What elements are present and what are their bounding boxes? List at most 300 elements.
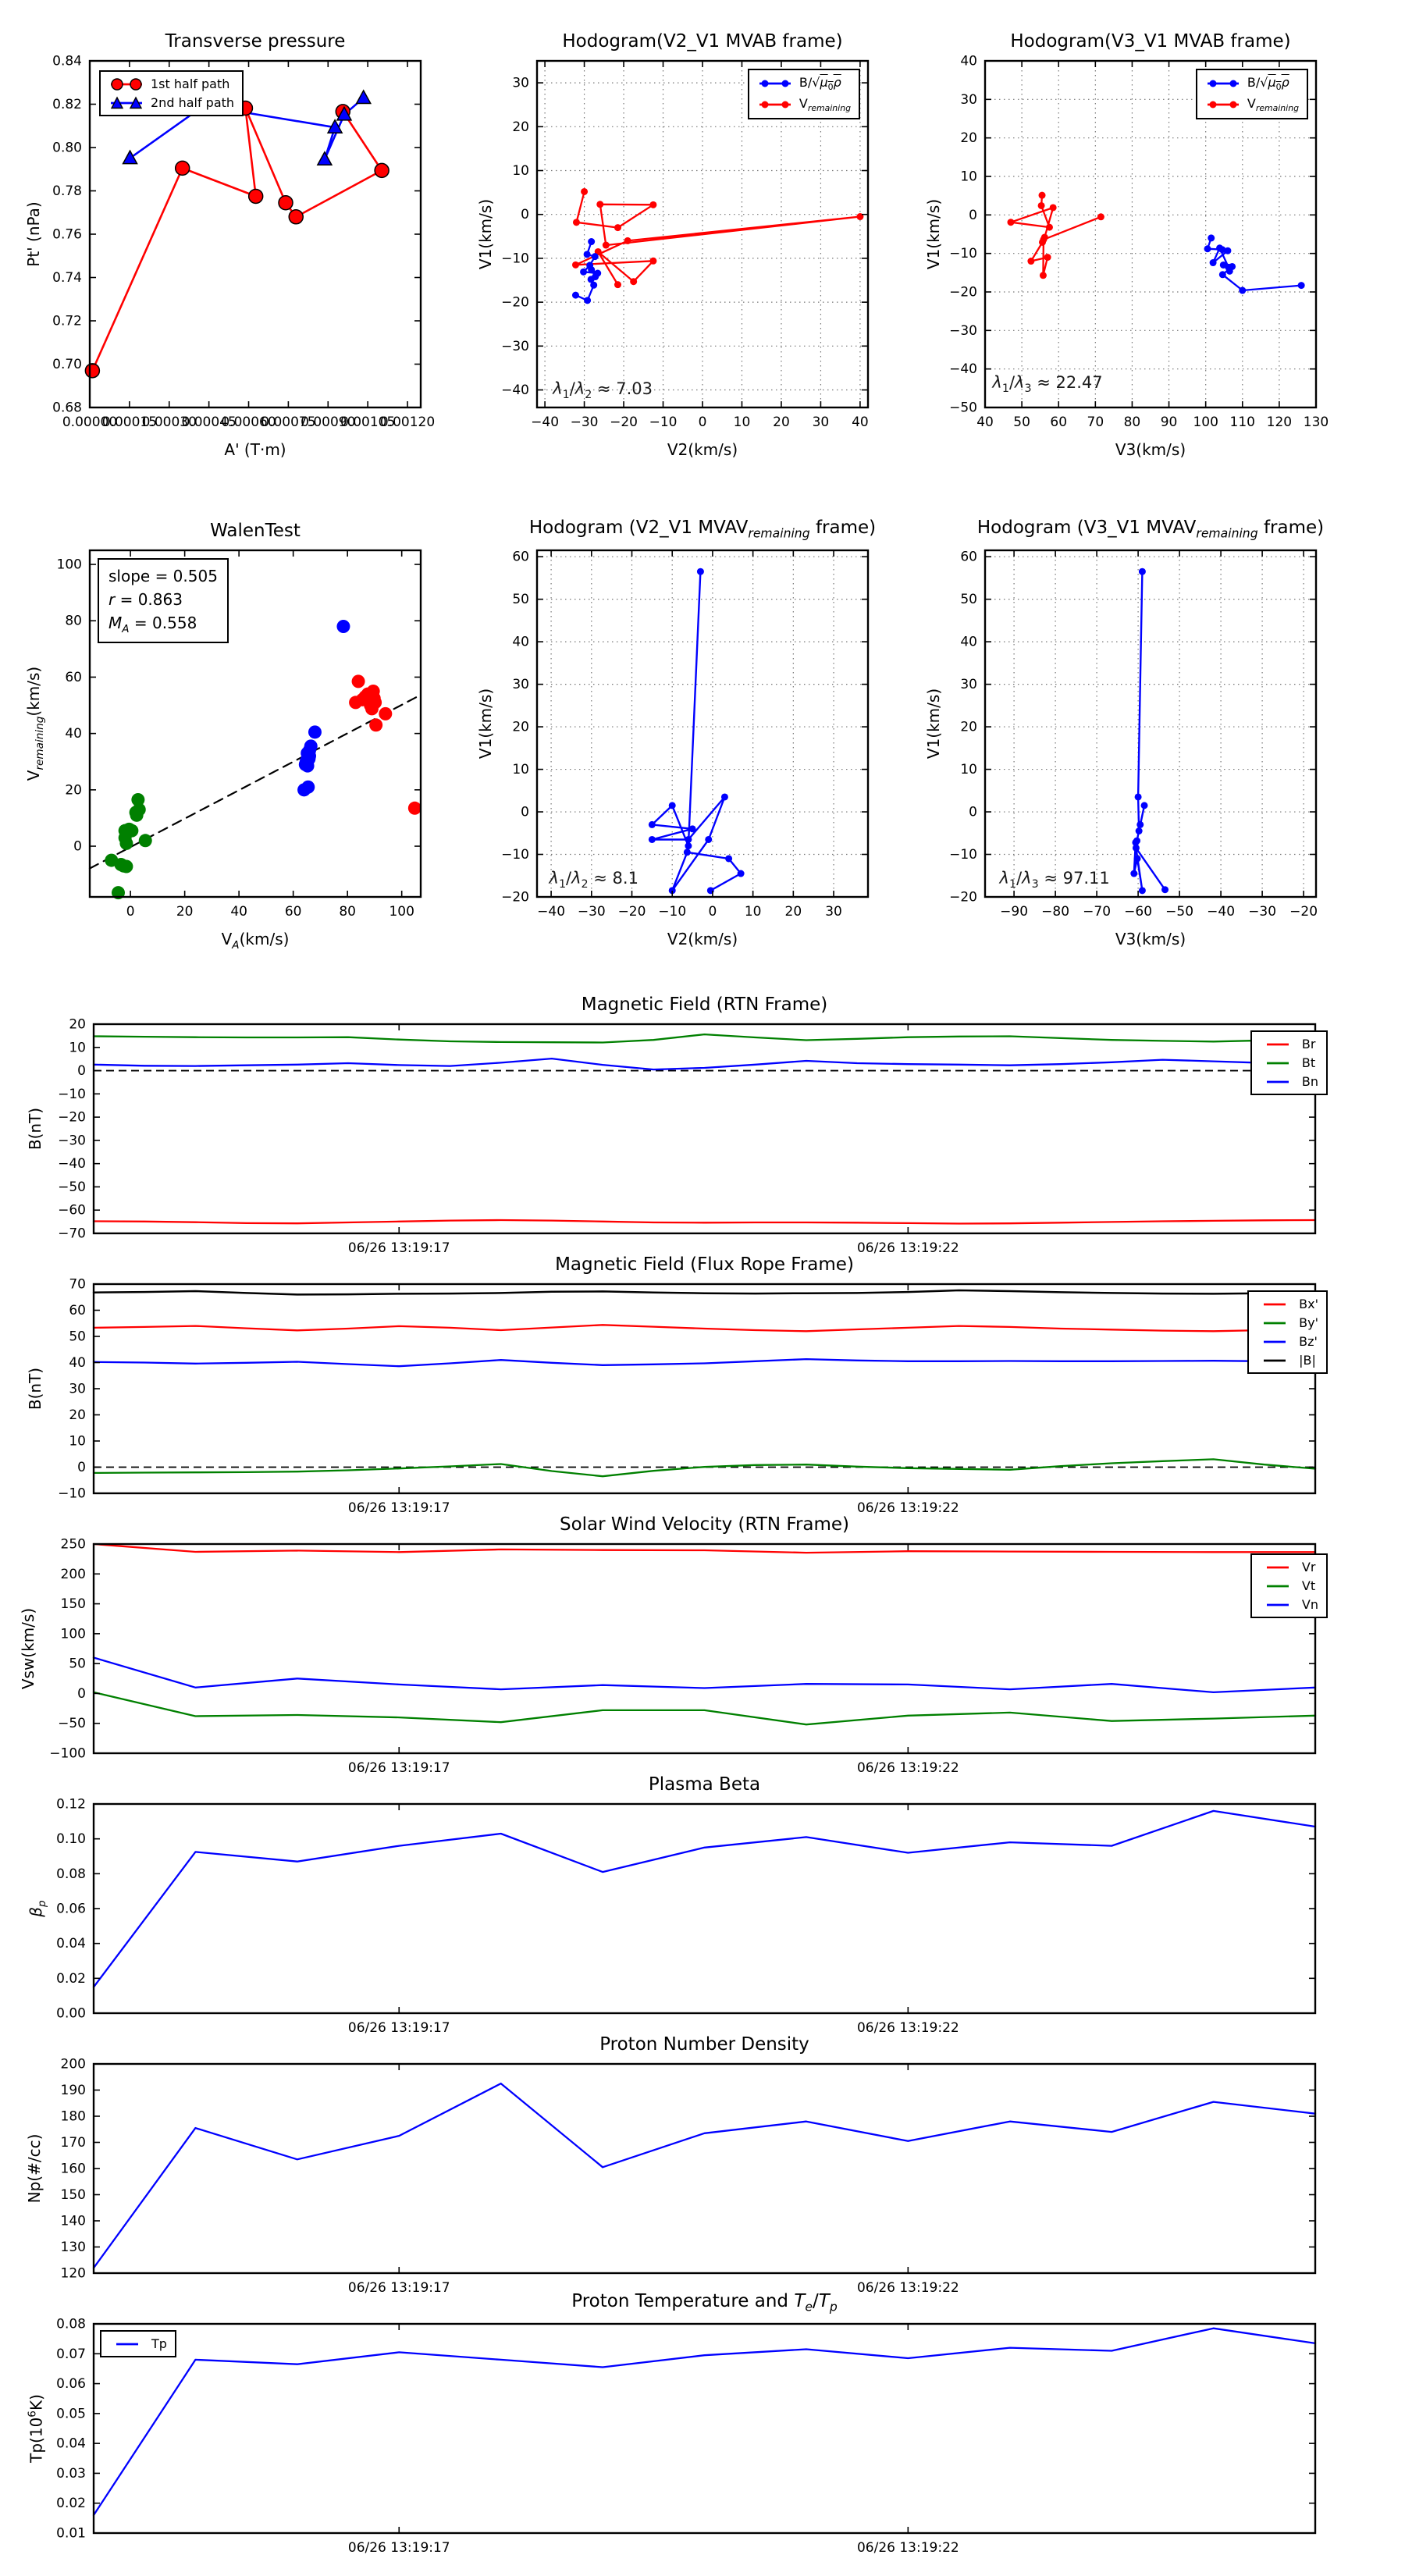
svg-text:−20: −20 xyxy=(501,294,529,311)
svg-text:−50: −50 xyxy=(949,400,977,416)
legend-label: $V_{remaining}$ xyxy=(799,96,851,114)
svg-text:10: 10 xyxy=(733,415,751,430)
svg-text:160: 160 xyxy=(60,2161,86,2177)
svg-text:0.08: 0.08 xyxy=(56,1866,86,1882)
legend-label: Vr xyxy=(1301,1560,1316,1574)
panel-plasma-beta xyxy=(27,1774,1315,2036)
legend xyxy=(748,69,860,119)
svg-text:0.07: 0.07 xyxy=(56,2346,86,2362)
legend-label: Vt xyxy=(1301,1578,1316,1593)
svg-text:70: 70 xyxy=(69,1276,86,1293)
legend-label: Tp xyxy=(151,2336,167,2351)
svg-text:06/26 13:19:17: 06/26 13:19:17 xyxy=(347,2280,450,2296)
svg-text:−10: −10 xyxy=(658,904,687,920)
panel-magnetic-field-flux-rope xyxy=(26,1254,1318,1516)
svg-text:130: 130 xyxy=(1303,415,1329,430)
chart-title: Hodogram(V3_V1 MVAB frame) xyxy=(1010,31,1291,52)
svg-text:30: 30 xyxy=(812,415,830,430)
svg-text:−10: −10 xyxy=(501,847,529,863)
svg-text:−20: −20 xyxy=(617,904,646,920)
svg-text:−30: −30 xyxy=(570,415,599,430)
legend-sample xyxy=(1260,1037,1296,1051)
svg-text:110: 110 xyxy=(1229,415,1256,430)
panel-walen-test xyxy=(24,521,421,952)
legend-label: Bx' xyxy=(1299,1297,1318,1311)
markers-1st-half-path xyxy=(85,101,389,377)
svg-text:06/26 13:19:17: 06/26 13:19:17 xyxy=(347,1500,450,1516)
svg-text:0.06: 0.06 xyxy=(56,2376,86,2393)
svg-text:−40: −40 xyxy=(531,415,560,430)
panel-proton-temperature xyxy=(26,2291,1315,2556)
chart-canvas xyxy=(58,1276,1315,1516)
series-Bz-prime xyxy=(94,1359,1315,1366)
svg-text:0.84: 0.84 xyxy=(52,53,82,69)
axis-ticks xyxy=(94,1804,1315,2013)
svg-text:0: 0 xyxy=(77,1063,86,1080)
svg-text:−20: −20 xyxy=(501,889,529,906)
svg-text:−40: −40 xyxy=(537,904,566,920)
svg-text:20: 20 xyxy=(960,719,977,735)
svg-text:06/26 13:19:17: 06/26 13:19:17 xyxy=(347,2020,450,2036)
plot-area xyxy=(56,1796,1315,2036)
legend xyxy=(1250,1553,1328,1618)
svg-text:0.03: 0.03 xyxy=(56,2465,86,2482)
svg-text:−70: −70 xyxy=(1083,904,1112,920)
svg-text:06/26 13:19:22: 06/26 13:19:22 xyxy=(856,2280,959,2296)
legend-label: Br xyxy=(1301,1037,1316,1051)
svg-text:10: 10 xyxy=(960,762,977,778)
plot-area xyxy=(501,61,869,430)
legend-item xyxy=(1260,1055,1318,1070)
markers-V-path xyxy=(649,568,745,895)
svg-text:−30: −30 xyxy=(58,1133,86,1149)
legend-item xyxy=(108,95,234,110)
plot-area xyxy=(58,1276,1318,1516)
svg-text:60: 60 xyxy=(512,549,529,565)
panel-hodogram-v3v1-mvab xyxy=(924,31,1329,459)
svg-text:0.00000: 0.00000 xyxy=(62,415,118,430)
svg-text:−10: −10 xyxy=(501,251,529,267)
svg-text:0: 0 xyxy=(521,804,529,820)
chart-title: Hodogram(V2_V1 MVAB frame) xyxy=(562,31,843,52)
y-axis-label: Vsw(km/s) xyxy=(19,1607,37,1690)
svg-text:30: 30 xyxy=(960,677,977,693)
legend-label: |B| xyxy=(1299,1353,1316,1368)
series-V-remaining xyxy=(576,192,860,285)
svg-text:0.00015: 0.00015 xyxy=(101,415,158,430)
svg-text:0.04: 0.04 xyxy=(56,1936,86,1952)
svg-text:90: 90 xyxy=(1160,415,1178,430)
svg-text:0.00045: 0.00045 xyxy=(181,415,237,430)
x-axis-label: V2(km/s) xyxy=(667,440,738,459)
legend-sample xyxy=(757,98,793,112)
legend-label: Vn xyxy=(1301,1597,1318,1612)
x-axis-label: A' (T·m) xyxy=(224,440,286,459)
svg-text:0.08: 0.08 xyxy=(56,2316,86,2332)
legend-item xyxy=(757,75,851,92)
svg-text:0.74: 0.74 xyxy=(52,270,82,286)
markers-cluster-red xyxy=(349,674,422,814)
svg-text:10: 10 xyxy=(960,169,977,185)
svg-text:0: 0 xyxy=(77,1685,86,1702)
legend-sample xyxy=(1257,1297,1293,1311)
y-axis-label: V1(km/s) xyxy=(924,688,943,760)
svg-text:150: 150 xyxy=(60,2187,86,2203)
svg-text:0.82: 0.82 xyxy=(52,97,82,112)
svg-text:06/26 13:19:22: 06/26 13:19:22 xyxy=(856,1240,959,1256)
chart-title: Magnetic Field (RTN Frame) xyxy=(581,994,828,1015)
svg-text:80: 80 xyxy=(339,904,356,920)
legend-label: 2nd half path xyxy=(151,95,235,110)
svg-text:190: 190 xyxy=(60,2083,86,2098)
svg-text:06/26 13:19:22: 06/26 13:19:22 xyxy=(856,1760,959,1776)
svg-text:0.00120: 0.00120 xyxy=(379,415,436,430)
series-B-magnitude xyxy=(94,1290,1315,1294)
legend-label: By' xyxy=(1299,1315,1318,1330)
legend-sample xyxy=(1260,1075,1296,1089)
svg-text:06/26 13:19:17: 06/26 13:19:17 xyxy=(347,1240,450,1256)
legend-sample xyxy=(1260,1598,1296,1612)
svg-text:0.00105: 0.00105 xyxy=(340,415,396,430)
series-Bt xyxy=(94,1034,1315,1042)
svg-text:30: 30 xyxy=(825,904,842,920)
svg-text:−50: −50 xyxy=(58,1179,86,1195)
chart-title: Hodogram (V3_V1 $MVAV_{remaining}$ frame) xyxy=(976,518,1325,541)
svg-text:0.06: 0.06 xyxy=(56,1901,86,1917)
chart-title: Proton Number Density xyxy=(599,2034,809,2055)
svg-text:20: 20 xyxy=(512,119,529,135)
svg-text:250: 250 xyxy=(60,1536,86,1553)
chart-canvas xyxy=(501,549,868,920)
svg-text:−30: −30 xyxy=(501,338,529,354)
legend-item xyxy=(1257,1315,1318,1330)
svg-text:100: 100 xyxy=(1193,415,1218,430)
legend-sample xyxy=(108,77,144,91)
series-Bx-prime xyxy=(94,1325,1315,1331)
svg-text:40: 40 xyxy=(65,726,82,742)
svg-text:−70: −70 xyxy=(58,1226,86,1242)
svg-text:10: 10 xyxy=(512,163,529,180)
svg-text:120: 120 xyxy=(1266,415,1293,430)
chart-canvas xyxy=(49,1536,1315,1776)
svg-text:40: 40 xyxy=(852,415,869,430)
series-Vn xyxy=(94,1658,1315,1692)
svg-text:0: 0 xyxy=(969,804,977,820)
legend-label: $B/√\mu_0\overline{\rho}$ xyxy=(1247,75,1289,93)
svg-text:−30: −30 xyxy=(949,322,977,339)
legend-item xyxy=(1205,96,1299,113)
legend-item xyxy=(1260,1578,1318,1593)
series-Bn xyxy=(94,1059,1315,1069)
svg-text:06/26 13:19:22: 06/26 13:19:22 xyxy=(856,1500,959,1516)
tick-labels xyxy=(501,550,842,920)
axes-frame xyxy=(94,1024,1315,1233)
svg-text:−40: −40 xyxy=(58,1156,86,1172)
svg-text:200: 200 xyxy=(60,1566,86,1582)
svg-text:−10: −10 xyxy=(58,1485,86,1502)
legend xyxy=(1196,69,1308,119)
svg-text:100: 100 xyxy=(60,1626,86,1642)
chart-canvas xyxy=(56,1796,1315,2036)
legend xyxy=(100,2330,176,2357)
svg-text:−90: −90 xyxy=(1000,904,1029,920)
x-axis-label: V3(km/s) xyxy=(1115,440,1186,459)
axis-ticks xyxy=(985,550,1316,897)
svg-text:−40: −40 xyxy=(1207,904,1236,920)
legend-item xyxy=(1257,1334,1318,1349)
svg-text:30: 30 xyxy=(512,75,529,91)
markers-V-remaining xyxy=(572,188,863,288)
legend-label: Bn xyxy=(1301,1074,1318,1089)
svg-text:−20: −20 xyxy=(610,415,638,430)
markers-cluster-blue xyxy=(297,620,350,796)
svg-text:0.05: 0.05 xyxy=(56,2406,86,2422)
legend-sample xyxy=(108,96,144,110)
svg-text:10: 10 xyxy=(69,1433,86,1450)
series-V-path xyxy=(652,571,741,891)
svg-text:0.00030: 0.00030 xyxy=(141,415,197,430)
svg-text:20: 20 xyxy=(69,1407,86,1423)
svg-text:0.78: 0.78 xyxy=(52,183,82,199)
svg-text:0.72: 0.72 xyxy=(52,313,82,329)
stats-line: r = 0.863 xyxy=(108,590,183,609)
svg-text:−50: −50 xyxy=(58,1716,86,1732)
legend-item xyxy=(108,76,234,91)
markers-B-alfven xyxy=(572,238,601,304)
axis-ticks xyxy=(537,550,868,897)
plot-area xyxy=(949,53,1329,430)
legend-sample xyxy=(1260,1579,1296,1593)
svg-text:−30: −30 xyxy=(577,904,606,920)
axes-frame xyxy=(94,1544,1315,1753)
svg-text:0.12: 0.12 xyxy=(56,1796,86,1813)
svg-text:−10: −10 xyxy=(949,246,977,262)
svg-text:20: 20 xyxy=(69,1016,86,1033)
svg-text:−10: −10 xyxy=(949,847,977,863)
lambda-annotation: $\lambda_1/\lambda_2 \approx 8.1$ xyxy=(549,869,638,891)
svg-text:20: 20 xyxy=(512,719,529,735)
series-beta-p xyxy=(94,1811,1315,1987)
chart-title: Plasma Beta xyxy=(648,1774,761,1795)
legend-sample xyxy=(1260,1056,1296,1070)
svg-text:06/26 13:19:22: 06/26 13:19:22 xyxy=(856,2540,959,2556)
legend xyxy=(1250,1030,1328,1095)
x-axis-label: V3(km/s) xyxy=(1115,930,1186,948)
legend-item xyxy=(1257,1297,1318,1311)
svg-text:30: 30 xyxy=(512,677,529,693)
svg-text:0: 0 xyxy=(969,207,977,223)
y-axis-label: V1(km/s) xyxy=(476,688,495,760)
markers-cluster-green xyxy=(105,793,151,899)
chart-title: Hodogram (V2_V1 $MVAV_{remaining}$ frame) xyxy=(528,518,877,541)
legend-sample xyxy=(1257,1316,1293,1330)
series-Vt xyxy=(94,1692,1315,1724)
svg-text:50: 50 xyxy=(69,1329,86,1345)
legend-item xyxy=(1205,75,1299,92)
svg-text:50: 50 xyxy=(69,1656,86,1672)
axis-ticks xyxy=(94,2064,1315,2273)
chart-canvas xyxy=(949,549,1318,920)
svg-text:10: 10 xyxy=(744,904,762,920)
svg-text:−10: −10 xyxy=(649,415,678,430)
svg-text:0.00090: 0.00090 xyxy=(301,415,356,430)
axis-ticks xyxy=(94,1024,1315,1233)
svg-text:06/26 13:19:22: 06/26 13:19:22 xyxy=(856,2020,959,2036)
y-axis-label: B(nT) xyxy=(26,1367,44,1411)
svg-text:−80: −80 xyxy=(1041,904,1070,920)
svg-text:−100: −100 xyxy=(49,1745,86,1762)
svg-text:100: 100 xyxy=(389,904,414,920)
series-Np xyxy=(94,2083,1315,2268)
y-axis-label: Pt' (nPa) xyxy=(24,201,43,267)
svg-text:0.00060: 0.00060 xyxy=(221,415,276,430)
svg-text:06/26 13:19:17: 06/26 13:19:17 xyxy=(347,2540,450,2556)
chart-canvas xyxy=(60,2056,1315,2296)
legend-item xyxy=(1260,1037,1318,1051)
legend-item xyxy=(757,96,851,113)
svg-text:40: 40 xyxy=(960,634,977,650)
svg-text:−20: −20 xyxy=(949,889,977,906)
svg-text:−40: −40 xyxy=(949,361,977,378)
svg-text:180: 180 xyxy=(60,2108,86,2125)
stats-line: slope = 0.505 xyxy=(108,567,218,585)
svg-text:40: 40 xyxy=(512,634,529,650)
legend-label: Bt xyxy=(1301,1055,1316,1070)
svg-text:30: 30 xyxy=(960,91,977,108)
tick-labels xyxy=(501,76,869,430)
svg-text:−60: −60 xyxy=(58,1202,86,1219)
legend xyxy=(99,70,244,116)
svg-text:140: 140 xyxy=(60,2213,86,2229)
y-axis-label: $Tp(10^6K)$ xyxy=(26,2394,46,2463)
series-Vr xyxy=(94,1544,1315,1553)
series-Tp xyxy=(94,2329,1315,2515)
panel-hodogram-v3v1-mvav xyxy=(924,518,1325,948)
markers-V-path xyxy=(1130,568,1168,895)
axis-ticks xyxy=(94,1544,1315,1753)
plot-area xyxy=(58,1016,1318,1256)
x-axis-label: $V_A(km/s)$ xyxy=(221,930,290,952)
series-1st-half-path xyxy=(92,109,382,371)
legend-item xyxy=(109,2336,167,2351)
chart-title: Magnetic Field (Flux Rope Frame) xyxy=(555,1254,854,1275)
svg-text:150: 150 xyxy=(60,1596,86,1613)
lambda-annotation: $\lambda_1/\lambda_2 \approx 7.03$ xyxy=(553,379,653,401)
svg-text:10: 10 xyxy=(69,1040,86,1056)
svg-text:60: 60 xyxy=(1050,415,1068,430)
svg-text:−30: −30 xyxy=(1248,904,1277,920)
svg-text:−20: −20 xyxy=(58,1109,86,1126)
stats-line: $M_A = 0.558$ xyxy=(108,614,197,635)
svg-text:0: 0 xyxy=(521,207,529,223)
tick-labels xyxy=(949,550,1318,920)
plot-area xyxy=(49,1536,1318,1776)
svg-text:80: 80 xyxy=(1123,415,1141,430)
lambda-annotation: $\lambda_1/\lambda_3 \approx 22.47$ xyxy=(992,373,1103,396)
svg-text:100: 100 xyxy=(56,557,82,573)
legend-sample xyxy=(757,76,793,91)
svg-text:70: 70 xyxy=(1087,415,1104,430)
panel-magnetic-field-rtn xyxy=(26,994,1318,1256)
svg-text:−60: −60 xyxy=(1124,904,1153,920)
svg-text:−20: −20 xyxy=(1289,904,1318,920)
plot-area xyxy=(60,2056,1315,2296)
legend-item xyxy=(1260,1597,1318,1612)
legend-item xyxy=(1260,1074,1318,1089)
x-axis-label: V2(km/s) xyxy=(667,930,738,948)
svg-text:20: 20 xyxy=(65,782,82,799)
tick-labels xyxy=(49,1537,959,1777)
axes-frame xyxy=(985,550,1316,897)
svg-text:30: 30 xyxy=(69,1381,86,1397)
svg-text:0.00075: 0.00075 xyxy=(261,415,316,430)
plot-area xyxy=(501,549,868,920)
svg-text:20: 20 xyxy=(176,904,194,920)
legend-sample xyxy=(109,2337,145,2351)
plot-area xyxy=(56,550,421,920)
legend-sample xyxy=(1205,98,1241,112)
svg-text:0.02: 0.02 xyxy=(56,1970,86,1987)
stats-box xyxy=(98,558,229,643)
svg-text:200: 200 xyxy=(60,2056,86,2073)
svg-text:60: 60 xyxy=(69,1303,86,1318)
svg-text:60: 60 xyxy=(960,549,977,565)
svg-text:20: 20 xyxy=(773,415,790,430)
chart-title: Solar Wind Velocity (RTN Frame) xyxy=(559,1514,850,1535)
y-axis-label: $\beta_p$ xyxy=(27,1900,48,1917)
svg-text:0: 0 xyxy=(73,838,82,855)
legend xyxy=(1247,1290,1328,1374)
svg-text:50: 50 xyxy=(960,592,977,608)
svg-text:0: 0 xyxy=(77,1460,86,1475)
svg-text:40: 40 xyxy=(69,1355,86,1371)
panel-solar-wind-velocity xyxy=(19,1514,1318,1776)
svg-text:0: 0 xyxy=(708,904,717,920)
legend-sample xyxy=(1205,76,1241,91)
panel-hodogram-v2v1-mvab xyxy=(476,31,869,459)
series-Br xyxy=(94,1220,1315,1224)
legend-item xyxy=(1257,1353,1318,1368)
legend-label: $B/√\mu_0\overline{\rho}$ xyxy=(799,75,841,93)
svg-text:0.70: 0.70 xyxy=(52,357,82,372)
y-axis-label: B(nT) xyxy=(26,1107,44,1151)
gridlines xyxy=(537,550,868,897)
svg-text:0.76: 0.76 xyxy=(52,226,82,243)
svg-text:0.02: 0.02 xyxy=(56,2496,86,2512)
chart-title: WalenTest xyxy=(210,521,301,541)
svg-text:40: 40 xyxy=(976,415,994,430)
svg-text:60: 60 xyxy=(65,669,82,685)
svg-text:06/26 13:19:17: 06/26 13:19:17 xyxy=(347,1760,450,1776)
svg-text:170: 170 xyxy=(60,2135,86,2151)
svg-text:40: 40 xyxy=(960,53,977,69)
svg-text:50: 50 xyxy=(512,592,529,608)
y-axis-label: $V_{remaining}(km/s)$ xyxy=(24,666,46,781)
tick-labels xyxy=(56,1797,959,2037)
chart-title: Transverse pressure xyxy=(165,31,346,52)
svg-text:0.00: 0.00 xyxy=(56,2005,86,2022)
svg-text:80: 80 xyxy=(65,613,82,629)
svg-text:0.04: 0.04 xyxy=(56,2435,86,2452)
gridlines xyxy=(985,550,1316,897)
y-axis-label: Np(#/cc) xyxy=(25,2133,44,2204)
svg-text:120: 120 xyxy=(60,2265,86,2282)
chart-canvas xyxy=(58,1016,1315,1256)
y-axis-label: V1(km/s) xyxy=(476,198,495,270)
chart-title: Proton Temperature and $T_e/T_p$ xyxy=(571,2291,838,2314)
plot-area xyxy=(52,53,436,430)
svg-text:20: 20 xyxy=(960,130,977,147)
